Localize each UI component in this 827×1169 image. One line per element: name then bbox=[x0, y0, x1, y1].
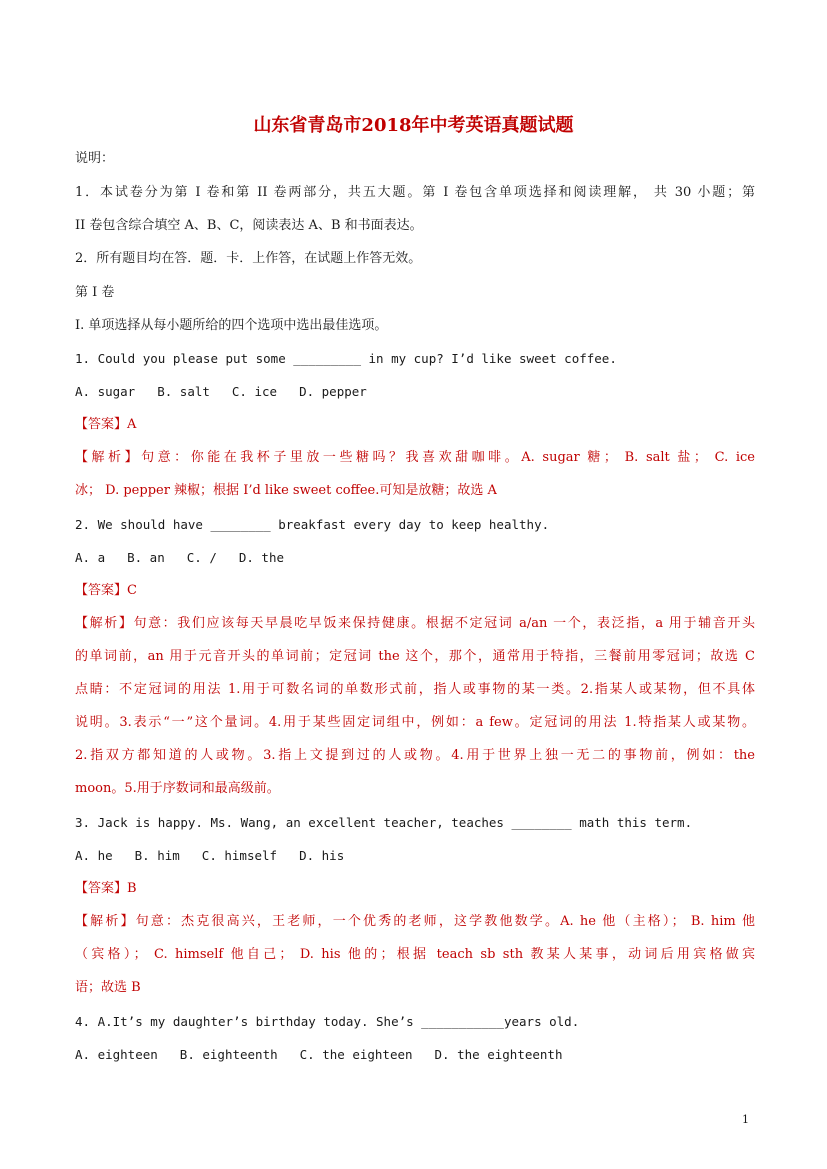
q4-option-c: C. the eighteen bbox=[299, 1047, 413, 1062]
question-1-stem: 1. Could you please put some _________ in my cup? I’d like sweet coffee. bbox=[75, 351, 617, 366]
question-2-analysis-line: 点睛：不定冠词的用法 1.用于可数名词的单数形式前，指人或事物的某一类。2.指某人或某物，但不具体 bbox=[75, 682, 755, 697]
page-title: 山东省青岛市2018年中考英语真题试题 bbox=[253, 115, 574, 136]
q4-option-b: B. eighteenth bbox=[179, 1047, 278, 1062]
q1-option-c: C. ice bbox=[231, 384, 278, 399]
question-2-analysis-line: 的单词前，an 用于元音开头的单词前；定冠词 the 这个，那个，通常用于特指，三餐前用零冠词；故选 C bbox=[75, 649, 755, 664]
question-2-answer: 【答案】C bbox=[75, 583, 137, 598]
q2-option-c: C. / bbox=[186, 550, 217, 565]
question-2-stem: 2. We should have ________ breakfast every day to keep healthy. bbox=[75, 517, 550, 532]
q4-option-d: D. the eighteenth bbox=[434, 1047, 563, 1062]
intro-note-1b: II 卷包含综合填空 A、B、C，阅读表达 A、B 和书面表达。 bbox=[75, 218, 423, 233]
intro-note-1a: 1．本试卷分为第 I 卷和第 II 卷两部分，共五大题。第 I 卷包含单项选择和阅读理解， 共 30 小题；第 bbox=[75, 185, 755, 200]
q1-option-d: D. pepper bbox=[299, 384, 367, 399]
question-3-stem: 3. Jack is happy. Ms. Wang, an excellent teacher, teaches ________ math this term. bbox=[75, 815, 693, 830]
question-2-analysis-line: 说明。3.表示“一”这个量词。4.用于某些固定词组中，例如：a few。定冠词的用法 1.特指某人或某物。 bbox=[75, 715, 755, 730]
q1-option-b: B. salt bbox=[157, 384, 210, 399]
question-3-answer: 【答案】B bbox=[75, 881, 137, 896]
q3-option-c: C. himself bbox=[201, 848, 278, 863]
question-2-analysis-line: 【解析】句意：我们应该每天早晨吃早饭来保持健康。根据不定冠词 a/an 一个，表泛指，a 用于辅音开头 bbox=[75, 616, 755, 631]
q1-option-a: A. sugar bbox=[75, 384, 136, 399]
question-3-analysis-line: 语；故选 B bbox=[75, 980, 141, 995]
intro-note-2: 2．所有题目均在答．题．卡．上作答，在试题上作答无效。 bbox=[75, 251, 422, 266]
question-2-analysis-line: 2.指双方都知道的人或物。3.指上文提到过的人或物。4.用于世界上独一无二的事物前，例如：the bbox=[75, 748, 755, 763]
question-2-options bbox=[75, 549, 755, 567]
question-3-analysis-line: 【解析】句意：杰克很高兴，王老师，一个优秀的老师，这学教他数学。A. he 他（主格）； B. him 他 bbox=[75, 914, 755, 929]
q3-option-b: B. him bbox=[134, 848, 180, 863]
q2-option-b: B. an bbox=[127, 550, 165, 565]
question-1-options bbox=[75, 383, 755, 401]
question-1-analysis-line: 冰； D. pepper 辣椒；根据 I’d like sweet coffee.可知是放糖；故选 A bbox=[75, 483, 497, 498]
question-1-answer: 【答案】A bbox=[75, 417, 137, 432]
intro-heading: 说明： bbox=[75, 151, 115, 166]
question-4-options bbox=[75, 1046, 755, 1064]
question-3-options bbox=[75, 847, 755, 865]
question-2-analysis-line: moon。5.用于序数词和最高级前。 bbox=[75, 781, 280, 796]
question-4-stem: 4. A.It’s my daughter’s birthday today. She’s ___________years old. bbox=[75, 1014, 580, 1029]
q3-option-d: D. his bbox=[299, 848, 345, 863]
q2-option-a: A. a bbox=[75, 550, 106, 565]
question-3-analysis-line: （宾格）； C. himself 他自己； D. his 他的；根据 teach sb sth 教某人某事，动词后用宾格做宾 bbox=[75, 947, 755, 962]
page-number: 1 bbox=[742, 1113, 749, 1126]
q2-option-d: D. the bbox=[238, 550, 285, 565]
q4-option-a: A. eighteen bbox=[75, 1047, 158, 1062]
part-heading: 第 I 卷 bbox=[75, 285, 115, 300]
q3-option-a: A. he bbox=[75, 848, 113, 863]
question-1-analysis-line: 【解析】句意：你能在我杯子里放一些糖吗？我喜欢甜咖啡。A. sugar 糖； B. salt 盐； C. ice bbox=[75, 450, 755, 465]
section-heading: I. 单项选择从每小题所给的四个选项中选出最佳选项。 bbox=[75, 318, 388, 333]
